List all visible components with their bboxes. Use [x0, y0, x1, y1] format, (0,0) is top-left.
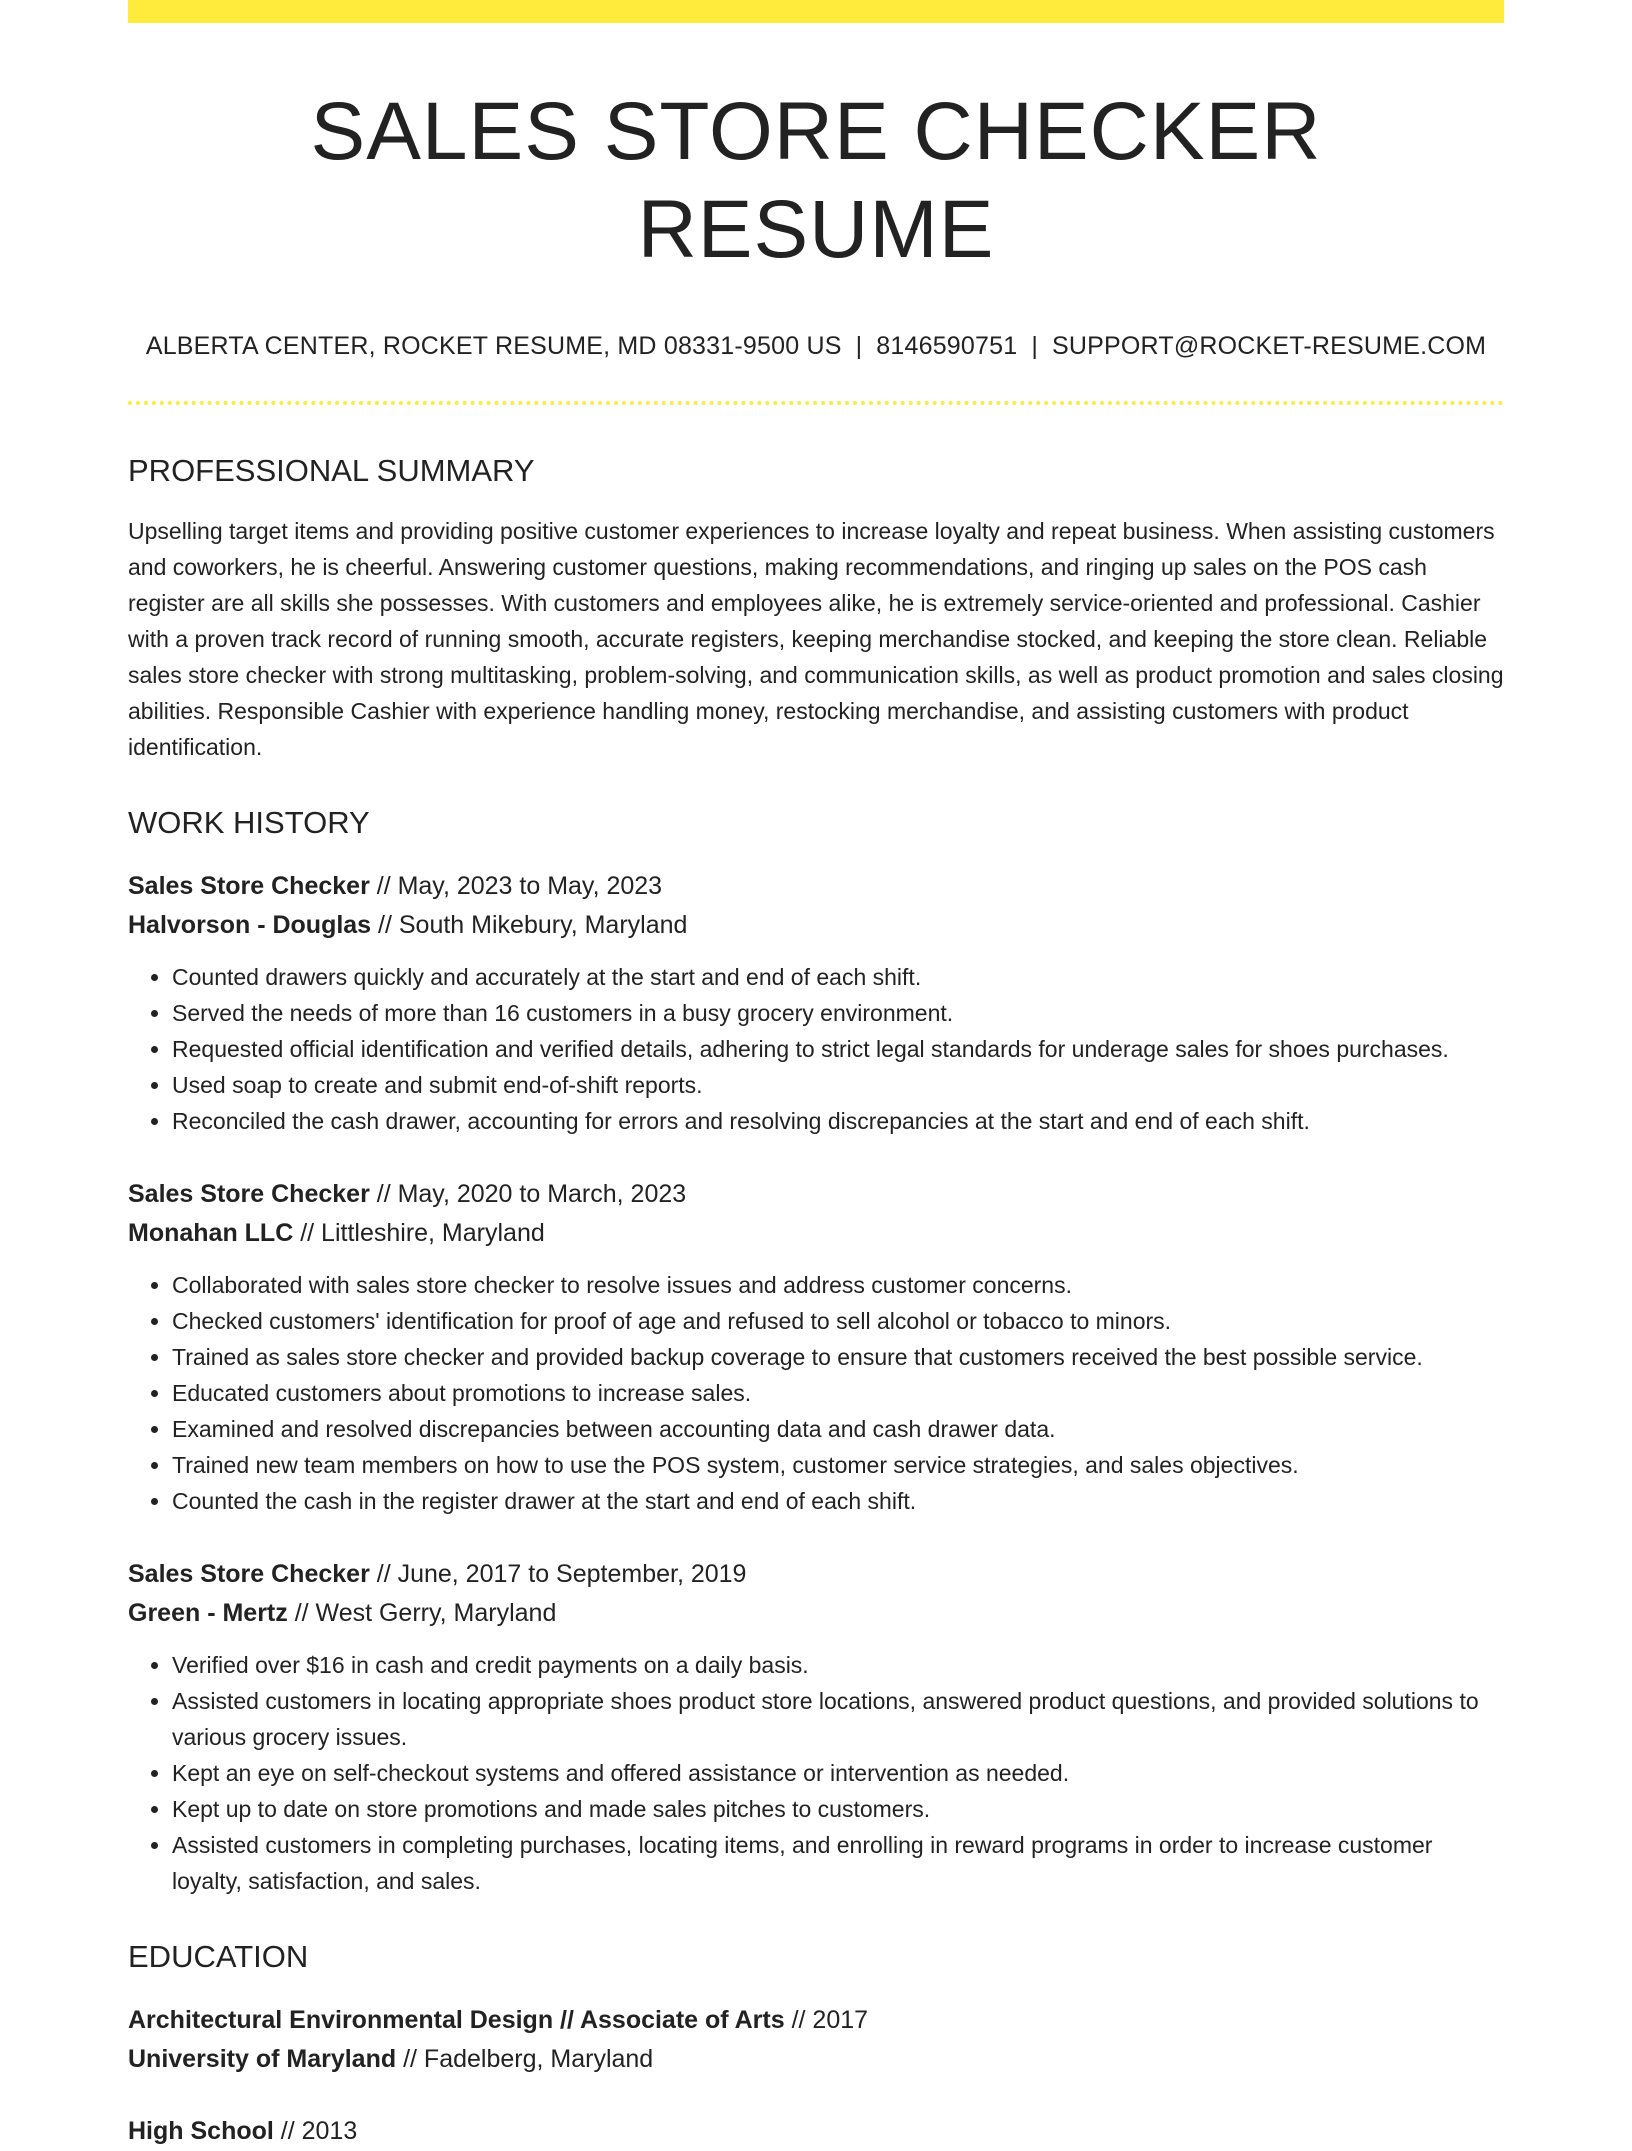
contact-separator: | [855, 331, 863, 360]
job-company: Halvorson - Douglas [128, 910, 372, 939]
education-degree-line [128, 2112, 1504, 2151]
job-bullet: • Examined and resolved discrepancies between accounting data and cash drawer data. [172, 1411, 1504, 1447]
job-title-line [128, 1555, 1504, 1594]
contact-phone: 8146590751 [876, 331, 1018, 360]
resume-title: SALES STORE CHECKER RESUME [310, 86, 1322, 276]
job-bullet: • Checked customers' identification for proof of age and refused to sell alcohol or tobacco to minors. [172, 1303, 1504, 1339]
education-location: // Fadelberg, Maryland [396, 2044, 654, 2073]
job-dates: // June, 2017 to September, 2019 [369, 1559, 747, 1588]
accent-top-bar [128, 0, 1504, 23]
education-entry [128, 2112, 1504, 2151]
contact-address: ALBERTA CENTER, ROCKET RESUME, MD 08331-9500 US [145, 331, 842, 360]
job-bullet: • Kept up to date on store promotions and made sales pitches to customers. [172, 1791, 1504, 1827]
job-location: // South Mikebury, Maryland [371, 910, 688, 939]
work-history-heading: WORK HISTORY [128, 804, 370, 840]
education-degree: High School [128, 2116, 274, 2145]
job-bullet: • Educated customers about promotions to increase sales. [172, 1375, 1504, 1411]
job-bullet: • Assisted customers in locating appropriate shoes product store locations, answered product questions, and provided solutions to various grocery issues. [172, 1683, 1504, 1755]
job-company: Green - Mertz [128, 1598, 288, 1627]
education-school-line [128, 2040, 1504, 2079]
job-entry [128, 1555, 1504, 1899]
job-bullet: • Reconciled the cash drawer, accounting for errors and resolving discrepancies at the start and end of each shift. [172, 1103, 1504, 1139]
education-degree-line [128, 2001, 1504, 2040]
contact-email: SUPPORT@ROCKET-RESUME.COM [1052, 331, 1487, 360]
job-entry [128, 867, 1504, 1139]
job-bullets [128, 1267, 1504, 1519]
resume-page [128, 0, 1504, 2151]
job-dates: // May, 2023 to May, 2023 [369, 871, 663, 900]
job-bullet: • Trained new team members on how to use the POS system, customer service strategies, and sales objectives. [172, 1447, 1504, 1483]
job-bullet: • Assisted customers in completing purchases, locating items, and enrolling in reward programs in order to increase customer loyalty, satisfaction, and sales. [172, 1827, 1504, 1899]
education-school: University of Maryland [128, 2044, 397, 2073]
job-bullet: • Collaborated with sales store checker to resolve issues and address customer concerns. [172, 1267, 1504, 1303]
contact-separator: | [1031, 331, 1039, 360]
job-bullet: • Served the needs of more than 16 customers in a busy grocery environment. [172, 995, 1504, 1031]
job-company-line [128, 906, 1504, 945]
education-year: // 2013 [273, 2116, 358, 2145]
job-bullets [128, 1647, 1504, 1899]
job-bullet: • Trained as sales store checker and provided backup coverage to ensure that customers received the best possible service. [172, 1339, 1504, 1375]
job-title-line [128, 1175, 1504, 1214]
job-location: // West Gerry, Maryland [287, 1598, 557, 1627]
job-bullet: • Used soap to create and submit end-of-shift reports. [172, 1067, 1504, 1103]
job-company-line [128, 1594, 1504, 1633]
summary-heading: PROFESSIONAL SUMMARY [128, 452, 535, 488]
job-company: Monahan LLC [128, 1218, 294, 1247]
job-bullet: • Counted drawers quickly and accurately at the start and end of each shift. [172, 959, 1504, 995]
job-company-line [128, 1214, 1504, 1253]
job-bullet: • Counted the cash in the register drawer at the start and end of each shift. [172, 1483, 1504, 1519]
job-bullet: • Kept an eye on self-checkout systems and offered assistance or intervention as needed. [172, 1755, 1504, 1791]
job-bullet: • Requested official identification and verified details, adhering to strict legal standards for underage sales for shoes purchases. [172, 1031, 1504, 1067]
job-bullet: • Verified over $16 in cash and credit payments on a daily basis. [172, 1647, 1504, 1683]
dotted-divider [128, 401, 1504, 405]
job-title: Sales Store Checker [128, 1179, 370, 1208]
job-dates: // May, 2020 to March, 2023 [369, 1179, 687, 1208]
contact-line [128, 332, 1504, 361]
education-entry [128, 2001, 1504, 2079]
summary-text: Upselling target items and providing positive customer experiences to increase loyalty and repeat business. When assisting customers and coworkers, he is cheerful. Answering customer questions, making recommendations, and ringing up sales on the POS cash register are all skills she possesses. With customers and employees alike, he is extremely service-oriented and professional. Cashier with a proven track record of running smooth, accurate registers, keeping merchandise stocked, and keeping the store clean. Reliable sales store checker with strong multitasking, problem-solving, and communication skills, as well as product promotion and sales closing abilities. Responsible Cashier with experience handling money, restocking merchandise, and assisting customers with product identification. [128, 517, 1504, 760]
job-title: Sales Store Checker [128, 871, 370, 900]
job-location: // Littleshire, Maryland [293, 1218, 545, 1247]
education-heading: EDUCATION [128, 1938, 309, 1974]
job-title: Sales Store Checker [128, 1559, 370, 1588]
job-entry [128, 1175, 1504, 1519]
education-year: // 2017 [784, 2005, 869, 2034]
education-degree: Architectural Environmental Design // Associate of Arts [128, 2005, 785, 2034]
job-title-line [128, 867, 1504, 906]
job-bullets [128, 959, 1504, 1139]
